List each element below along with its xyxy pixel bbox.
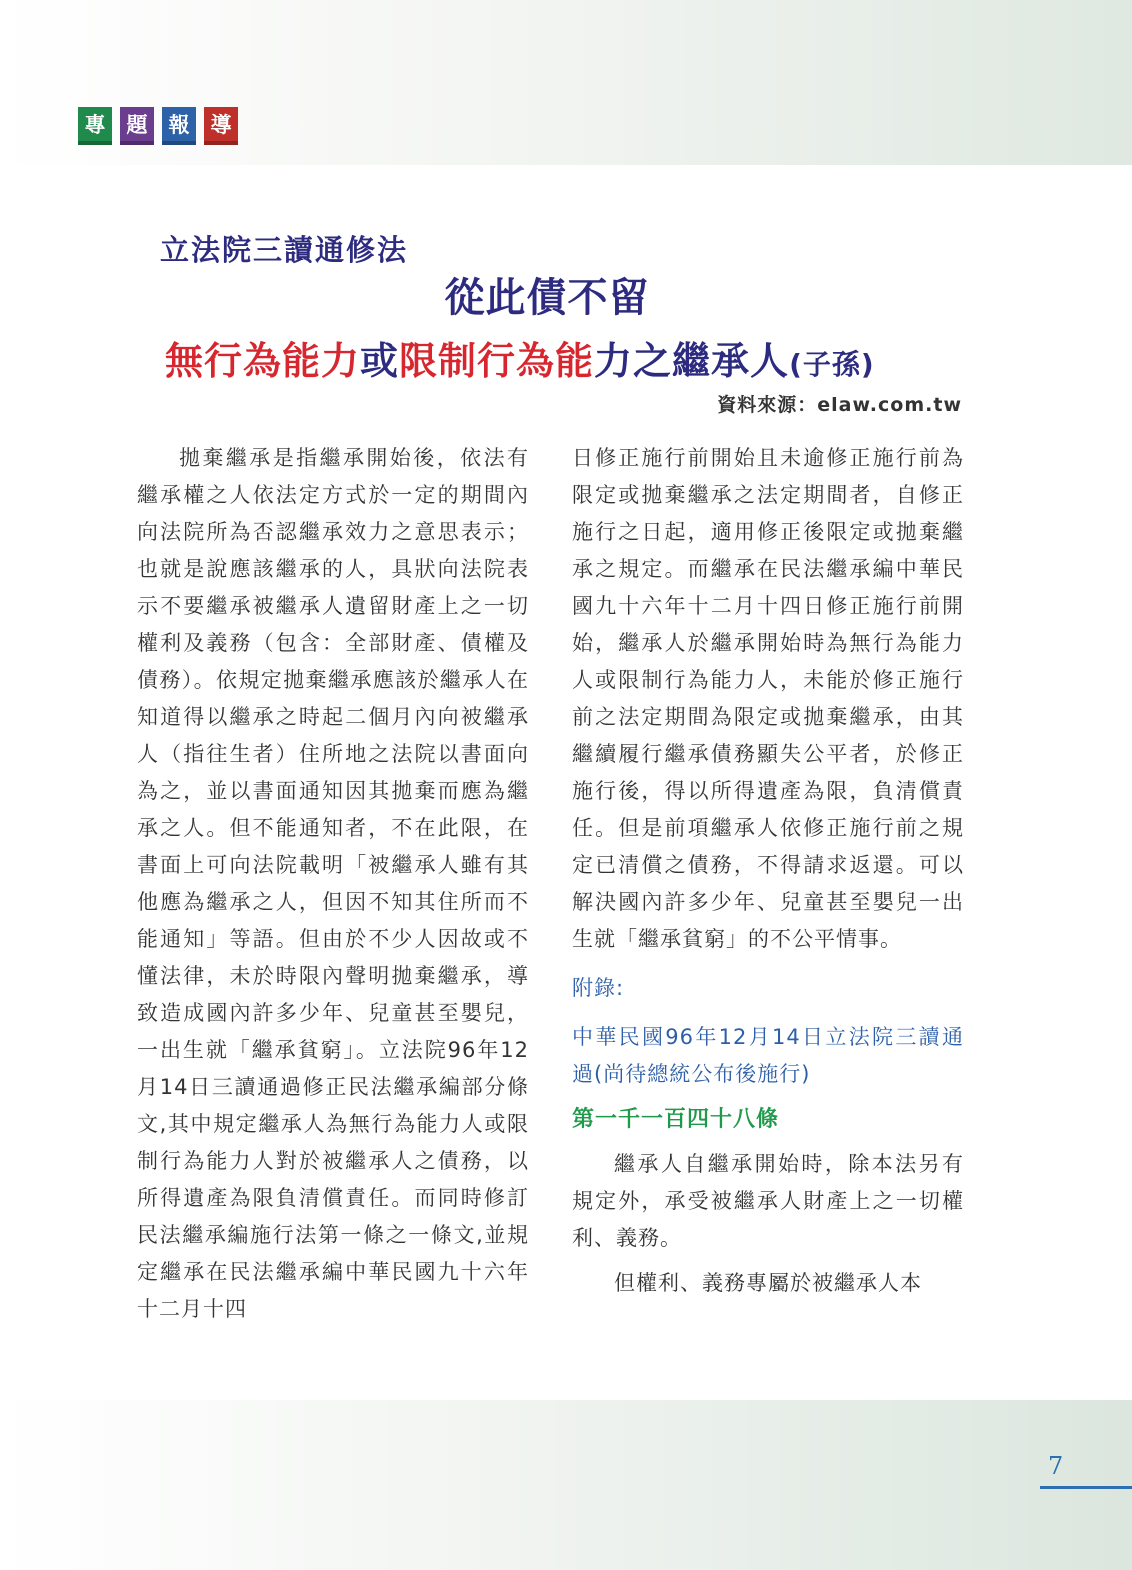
right-column [572, 440, 964, 1302]
section-tag: 導 [204, 107, 238, 145]
left-column [137, 440, 529, 1328]
section-tags [78, 107, 238, 145]
page-number: 7 [1048, 1452, 1064, 1480]
article-subhead: 立法院三讀通修法 [160, 233, 409, 267]
body-paragraph: 日修正施行前開始且未逾修正施行前為限定或拋棄繼承之法定期間者，自修正施行之日起，適用修正後限定或拋棄繼承之規定。而繼承在民法繼承編中華民國九十六年十二月十四日修正施行前開始，繼承人於繼承開始時為無行為能力人或限制行為能力人，未能於修正施行前之法定期間為限定或拋棄繼承，由其繼續履行繼承債務顯失公平者，於修正施行後，得以所得遺產為限，負清償責任。但是前項繼承人依修正施行前之規定已清償之債務，不得請求返還。可以解決國內許多少年、兒童甚至嬰兒一出生就「繼承貧窮」的不公平情事。 [572, 446, 964, 951]
body-paragraph: 拋棄繼承是指繼承開始後，依法有繼承權之人依法定方式於一定的期間內向法院所為否認繼承效力之意思表示；也就是說應該繼承的人，具狀向法院表示不要繼承被繼承人遺留財產上之一切權利及義務（包含：全部財產、債權及債務）。依規定拋棄繼承應該於繼承人在知道得以繼承之時起二個月內向被繼承人（指往生者）住所地之法院以書面向為之，並以書面通知因其拋棄而應為繼承之人。但不能通知者，不在此限，在書面上可向法院載明「被繼承人雖有其他應為繼承之人，但因不知其住所而不能通知」等語。但由於不少人因故或不懂法律，未於時限內聲明拋棄繼承，導致造成國內許多少年、兒童甚至嬰兒，一出生就「繼承貧窮」。立法院96年12月14日三讀通過修正民法繼承編部分條文,其中規定繼承人為無行為能力人或限制行為能力人對於被繼承人之債務，以所得遺產為限負清償責任。而同時修訂民法繼承編施行法第一條之一條文,並規定繼承在民法繼承編中華民國九十六年十二月十四 [137, 446, 529, 1321]
headline-part: 或 [360, 339, 400, 383]
page-number-rule [1040, 1486, 1132, 1489]
appendix-label: 附錄: [572, 976, 625, 1000]
law-article-title: 第一千一百四十八條 [572, 1107, 780, 1132]
headline-part: 限制行為能 [399, 339, 595, 383]
law-article-paragraph: 但權利、義務專屬於被繼承人本 [614, 1271, 922, 1295]
headline-part: (子孫) [789, 348, 875, 381]
section-tag: 報 [162, 107, 196, 145]
article-headline: 從此債不留 [444, 275, 650, 321]
article-headline-line2 [165, 330, 875, 385]
appendix-title: 中華民國96年12月14日立法院三讀通過(尚待總統公布後施行) [572, 1025, 964, 1086]
section-tag: 專 [78, 107, 112, 145]
law-article-paragraph: 繼承人自繼承開始時，除本法另有規定外，承受被繼承人財產上之一切權利、義務。 [572, 1152, 964, 1250]
headline-part: 力之繼承人 [594, 339, 790, 383]
source-credit: 資料來源：elaw.com.tw [717, 394, 962, 416]
footer-band [0, 1400, 1132, 1570]
section-tag: 題 [120, 107, 154, 145]
headline-part: 無行為能力 [165, 339, 361, 383]
